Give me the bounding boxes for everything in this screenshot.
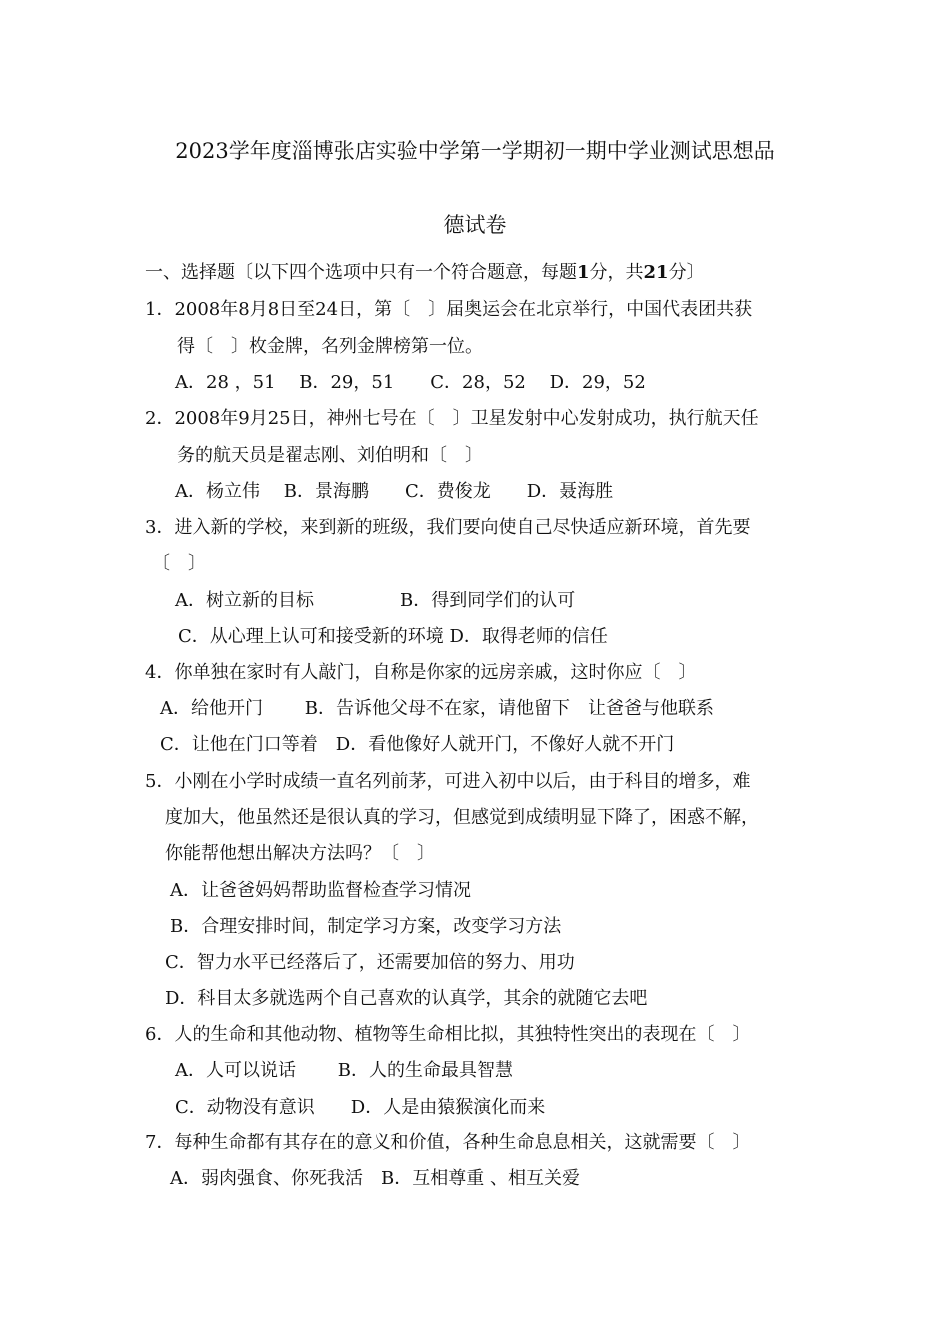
exam-title-line1: 2023学年度淄博张店实验中学第一学期初一期中学业测试思想品 — [175, 139, 775, 163]
q5-option-d: D．科目太多就选两个自己喜欢的认真学，其余的就随它去吧 — [165, 988, 648, 1009]
q2-line2: 务的航天员是翟志刚、刘伯明和〔 〕 — [177, 445, 483, 466]
section-heading-post: 分〕 — [668, 262, 705, 283]
q1-line1: 1．2008年8月8日至24日，第〔 〕届奥运会在北京举行，中国代表团共获 — [145, 299, 753, 320]
exam-title-line2: 德试卷 — [443, 213, 507, 237]
q4-option-ab: A．给他开门 B．告诉他父母不在家，请他留下 让爸爸与他联系 — [160, 698, 714, 719]
q6-option-cd: C．动物没有意识 D．人是由猿猴演化而来 — [175, 1097, 546, 1118]
q4-option-cd: C．让他在门口等着 D．看他像好人就开门，不像好人就不开门 — [160, 734, 675, 755]
q4-line1: 4．你单独在家时有人敲门，自称是你家的远房亲戚，这时你应〔 〕 — [145, 662, 697, 683]
section-heading — [145, 261, 705, 285]
q5-option-b: B．合理安排时间，制定学习方案，改变学习方法 — [170, 916, 562, 937]
q2-line1: 2．2008年9月25日，神州七号在〔 〕卫星发射中心发射成功，执行航天任 — [145, 408, 759, 429]
section-total: 21 — [643, 262, 669, 283]
q6-option-ab: A．人可以说话 B．人的生命最具智慧 — [175, 1060, 513, 1081]
q3-line2: 〔 〕 — [152, 553, 206, 574]
q3-option-a: A．树立新的目标 — [175, 590, 314, 611]
q5-line3: 你能帮他想出解决方法吗？〔 〕 — [165, 843, 435, 864]
q7-option-ab: A．弱肉强食、你死我活 B．互相尊重 、相互关爱 — [170, 1168, 580, 1189]
q3-option-b: B．得到同学们的认可 — [400, 590, 576, 611]
q3-line1: 3．进入新的学校，来到新的班级，我们要向使自己尽快适应新环境，首先要 — [145, 517, 751, 538]
q5-option-c: C．智力水平已经落后了，还需要加倍的努力、用功 — [165, 952, 575, 973]
q2-options: A．杨立伟 B．景海鹏 C．费俊龙 D．聂海胜 — [175, 481, 614, 502]
q1-line2: 得〔 〕枚金牌，名列金牌榜第一位。 — [177, 336, 483, 357]
q1-options: A．28 ，51 B．29，51 C．28，52 D．29，52 — [175, 372, 646, 393]
section-score: 1 — [577, 262, 590, 283]
q3-option-cd: C．从心理上认可和接受新的环境 D．取得老师的信任 — [178, 626, 608, 647]
q7-line1: 7．每种生命都有其存在的意义和价值，各种生命息息相关，这就需要〔 〕 — [145, 1132, 751, 1153]
q6-line1: 6．人的生命和其他动物、植物等生命相比拟，其独特性突出的表现在〔 〕 — [145, 1024, 751, 1045]
q5-line1: 5．小刚在小学时成绩一直名列前茅，可进入初中以后，由于科目的增多，难 — [145, 771, 751, 792]
section-heading-mid: 分，共 — [589, 262, 644, 283]
section-heading-pre: 一、选择题〔以下四个选项中只有一个符合题意，每题 — [145, 262, 577, 283]
q5-option-a: A．让爸爸妈妈帮助监督检查学习情况 — [170, 880, 471, 901]
q5-line2: 度加大，他虽然还是很认真的学习，但感觉到成绩明显下降了，困惑不解， — [165, 807, 759, 828]
